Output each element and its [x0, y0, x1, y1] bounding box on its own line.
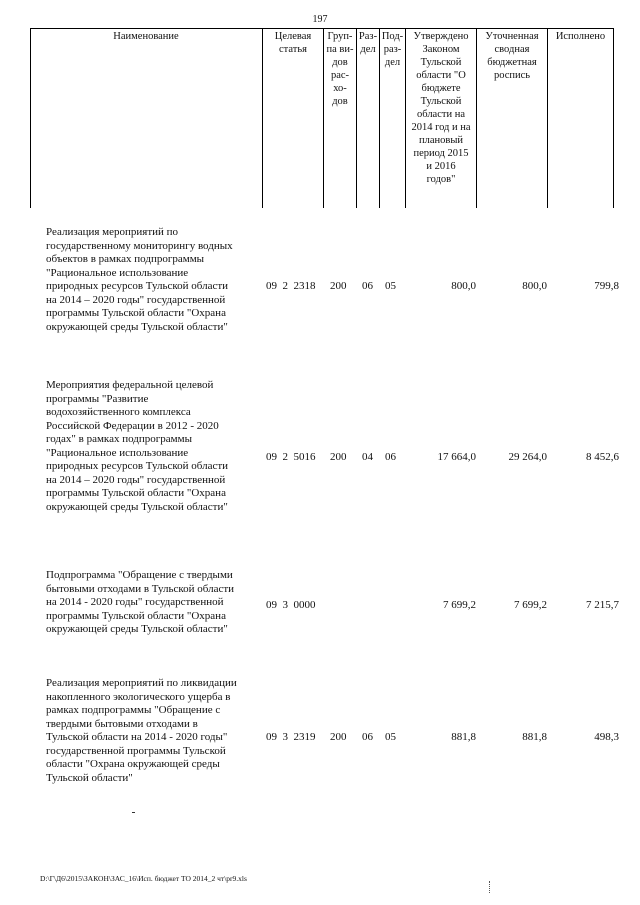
- row-refined: 29 264,0: [508, 451, 547, 463]
- file-path-footer: D:\Г\Д6\2015\ЗАКОН\ЗАС_16\Исп. бюджет ТО 2014_2 чт\pr9.xls: [40, 874, 247, 883]
- row-executed: 498,3: [594, 731, 619, 743]
- row-description: Реализация мероприятий по ликвидации накопленного экологического ущерба в рамках подпрограммы "Обращение с твердыми бытовыми отходами в Тульской области на 2014 - 2020 годы" государственной программы Тульской области "Охрана окружающей среды Тульской области": [46, 677, 237, 784]
- row-subsection: 05: [385, 280, 396, 292]
- scan-mark: [489, 881, 491, 893]
- table-top-border: [30, 28, 613, 29]
- row-approved: 881,8: [451, 731, 476, 743]
- row-section: 04: [362, 451, 373, 463]
- column-border: [30, 28, 31, 208]
- header-name: Наименование: [113, 31, 179, 42]
- row-approved: 7 699,2: [443, 599, 476, 611]
- header-section: Раз- дел: [358, 31, 378, 55]
- row-section: 06: [362, 731, 373, 743]
- row-refined: 7 699,2: [514, 599, 547, 611]
- row-expense-group: 200: [330, 451, 347, 463]
- row-description: Реализация мероприятий по государственному мониторингу водных объектов в рамках подпрограммы "Рациональное использование природных ресурсов Тульской области на 2014 – 2020 годы" государственной программы Тульской области "Охрана окружающей среды Тульской области": [46, 226, 233, 333]
- header-executed: Исполнено: [555, 31, 606, 42]
- header-subsection: Под- раз- дел: [381, 31, 404, 68]
- row-executed: 799,8: [594, 280, 619, 292]
- row-executed: 7 215,7: [586, 599, 619, 611]
- header-approved: Утверждено Законом Тульской области "О бюджете Тульской области на 2014 год и на плановый период 2015 и 2016 годов": [411, 31, 471, 185]
- page-number: 197: [312, 14, 328, 25]
- row-expense-group: 200: [330, 731, 347, 743]
- scan-mark: [132, 812, 135, 813]
- column-border: [613, 28, 614, 208]
- row-target-article: 09 2 5016: [266, 451, 316, 463]
- row-refined: 881,8: [522, 731, 547, 743]
- header-target-article: Целевая статья: [274, 31, 312, 55]
- row-expense-group: 200: [330, 280, 347, 292]
- row-approved: 17 664,0: [437, 451, 476, 463]
- row-target-article: 09 3 2319: [266, 731, 316, 743]
- row-subsection: 06: [385, 451, 396, 463]
- row-description: Подпрограмма "Обращение с твердыми бытовыми отходами в Тульской области на 2014 - 2020 годы" государственной программы Тульской области "Охрана окружающей среды Тульской области": [46, 569, 235, 635]
- row-executed: 8 452,6: [586, 451, 619, 463]
- row-subsection: 05: [385, 731, 396, 743]
- row-target-article: 09 3 0000: [266, 599, 316, 611]
- row-refined: 800,0: [522, 280, 547, 292]
- column-border: [547, 28, 548, 208]
- row-description: Мероприятия федеральной целевой программы "Развитие водохозяйственного комплекса Российской Федерации в 2012 - 2020 годах" в рамках подпрограммы "Рациональное использование природных ресурсов Тульской области на 2014 – 2020 годы" государственной программы Тульской области "Охрана окружающей среды Тульской области": [46, 379, 229, 513]
- row-target-article: 09 2 2318: [266, 280, 316, 292]
- row-approved: 800,0: [451, 280, 476, 292]
- header-refined-budget: Уточненная сводная бюджетная роспись: [485, 31, 539, 81]
- row-section: 06: [362, 280, 373, 292]
- header-expense-group: Груп- па ви- дов рас- хо- дов: [326, 31, 354, 107]
